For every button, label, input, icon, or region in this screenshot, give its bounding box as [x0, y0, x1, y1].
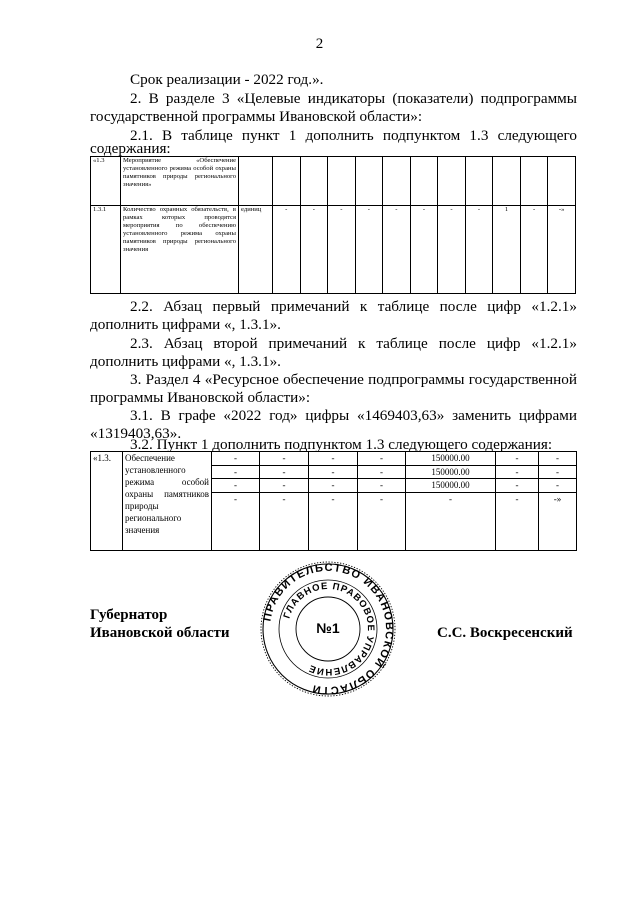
table-cell	[406, 452, 496, 551]
row-number: 1.3.1	[91, 206, 121, 294]
row-name: Количество охранных обязательств, в рамках которых проводятся мероприятия по обеспечению установленного режима охраны памятников природы регионального значения	[121, 206, 239, 294]
table-cell: -»	[548, 206, 576, 294]
table-cell: -	[300, 206, 328, 294]
table-subcell: -	[260, 479, 308, 493]
paragraph-section4-cont: программы Ивановской области»:	[90, 389, 311, 406]
table-cell	[260, 452, 309, 551]
table-subcell: -	[309, 452, 357, 466]
table-subcell: -	[260, 466, 308, 480]
table-subcell: -	[380, 493, 383, 504]
official-stamp	[260, 561, 396, 697]
paragraph-section3-cont: государственной программы Ивановской области»:	[90, 108, 423, 125]
paragraph-3-2: 3.2. Пункт 1 дополнить подпунктом 1.3 следующего содержания:	[130, 436, 553, 453]
table-cell: -	[328, 206, 356, 294]
table-cell: -	[383, 206, 411, 294]
table-cell	[465, 157, 493, 206]
table-subcell: -	[212, 466, 259, 480]
row-number: «1.3	[91, 157, 121, 206]
table-subcell: -	[234, 493, 237, 504]
signature-title-line1: Губернатор	[90, 607, 168, 623]
table-subcell: -	[515, 493, 519, 504]
paragraph-term: Срок реализации - 2022 год.».	[130, 71, 324, 88]
table-subcell: -	[449, 493, 452, 504]
paragraph-2-2: 2.2. Абзац первый примечаний к таблице после цифр «1.2.1»	[130, 298, 577, 315]
table-row	[91, 157, 576, 206]
table-subcell: -	[496, 466, 538, 480]
table-subcell: -	[496, 452, 538, 466]
table-cell	[355, 157, 383, 206]
paragraph-section3: 2. В разделе 3 «Целевые индикаторы (показатели) подпрограммы	[130, 90, 577, 107]
table-subcell: -	[496, 479, 538, 493]
row-number: «1.3.	[91, 452, 123, 551]
page-number: 2	[315, 36, 324, 52]
paragraph-2-2-cont: дополнить цифрами «, 1.3.1».	[90, 316, 281, 333]
table-cell	[493, 157, 521, 206]
table-subcell: -	[309, 479, 357, 493]
table-cell	[438, 157, 466, 206]
signature-name: С.С. Воскресенский	[437, 625, 573, 641]
table-cell	[539, 452, 577, 551]
table-cell	[520, 157, 548, 206]
stamp-outer-text: ПРАВИТЕЛЬСТВО ИВАНОВСКОЙ ОБЛАСТИ	[261, 561, 396, 697]
table-cell: -	[410, 206, 438, 294]
table-cell	[383, 157, 411, 206]
table-cell	[300, 157, 328, 206]
paragraph-2-1-cont: содержания:	[90, 140, 171, 157]
paragraph-2-1: 2.1. В таблице пункт 1 дополнить подпунктом 1.3 следующего	[130, 127, 577, 144]
table-subcell: -	[358, 466, 405, 480]
stamp-inner-text: ГЛАВНОЕ ПРАВОВОЕ УПРАВЛЕНИЕ	[281, 580, 377, 678]
table-subcell: -	[539, 466, 576, 480]
table-cell	[548, 157, 576, 206]
row-unit: единиц	[239, 206, 273, 294]
paragraph-section4: 3. Раздел 4 «Ресурсное обеспечение подпрограммы государственной	[130, 371, 577, 388]
table-subcell: 150000.00	[406, 466, 495, 480]
table-subcell: -	[331, 493, 335, 504]
table-cell: -	[520, 206, 548, 294]
indicators-table	[90, 156, 576, 294]
row-name: Мероприятие «Обеспечение установленного режима особой охраны памятников природы регионального значения»	[121, 157, 239, 206]
table-subcell: -»	[553, 493, 562, 504]
table-cell	[496, 452, 539, 551]
table-subcell: -	[358, 479, 405, 493]
signature-title-line2: Ивановской области	[90, 625, 230, 641]
table-cell: -	[438, 206, 466, 294]
table-subcell: -	[309, 466, 357, 480]
table-subcell: -	[282, 493, 286, 504]
table-cell	[410, 157, 438, 206]
stamp-number: №1	[316, 620, 340, 636]
table-subcell: -	[212, 479, 259, 493]
table-cell: -	[355, 206, 383, 294]
table-row	[91, 452, 577, 551]
table-subcell: 150000.00	[406, 452, 495, 466]
row-name: Обеспечение установленного режима особой охраны памятников природы регионального значения	[123, 452, 212, 551]
table-row	[91, 206, 576, 294]
row-unit	[239, 157, 273, 206]
table-cell	[212, 452, 260, 551]
paragraph-3-1-cont: «1319403,63».	[90, 425, 182, 442]
table-subcell: -	[539, 479, 576, 493]
table-cell	[328, 157, 356, 206]
table-cell: -	[465, 206, 493, 294]
signature-title	[90, 606, 230, 642]
table-subcell: -	[212, 452, 259, 466]
table-subcell: 150000.00	[406, 479, 495, 493]
table-cell	[309, 452, 358, 551]
resources-table	[90, 451, 577, 551]
table-cell: -	[273, 206, 301, 294]
paragraph-2-3: 2.3. Абзац второй примечаний к таблице после цифр «1.2.1»	[130, 335, 577, 352]
paragraph-3-1: 3.1. В графе «2022 год» цифры «1469403,63» заменить цифрами	[130, 407, 577, 424]
table-cell: 1	[493, 206, 521, 294]
table-subcell: -	[260, 452, 308, 466]
paragraph-2-3-cont: дополнить цифрами «, 1.3.1».	[90, 353, 281, 370]
table-cell	[358, 452, 406, 551]
table-cell	[273, 157, 301, 206]
table-subcell: -	[358, 452, 405, 466]
table-subcell: -	[539, 452, 576, 466]
